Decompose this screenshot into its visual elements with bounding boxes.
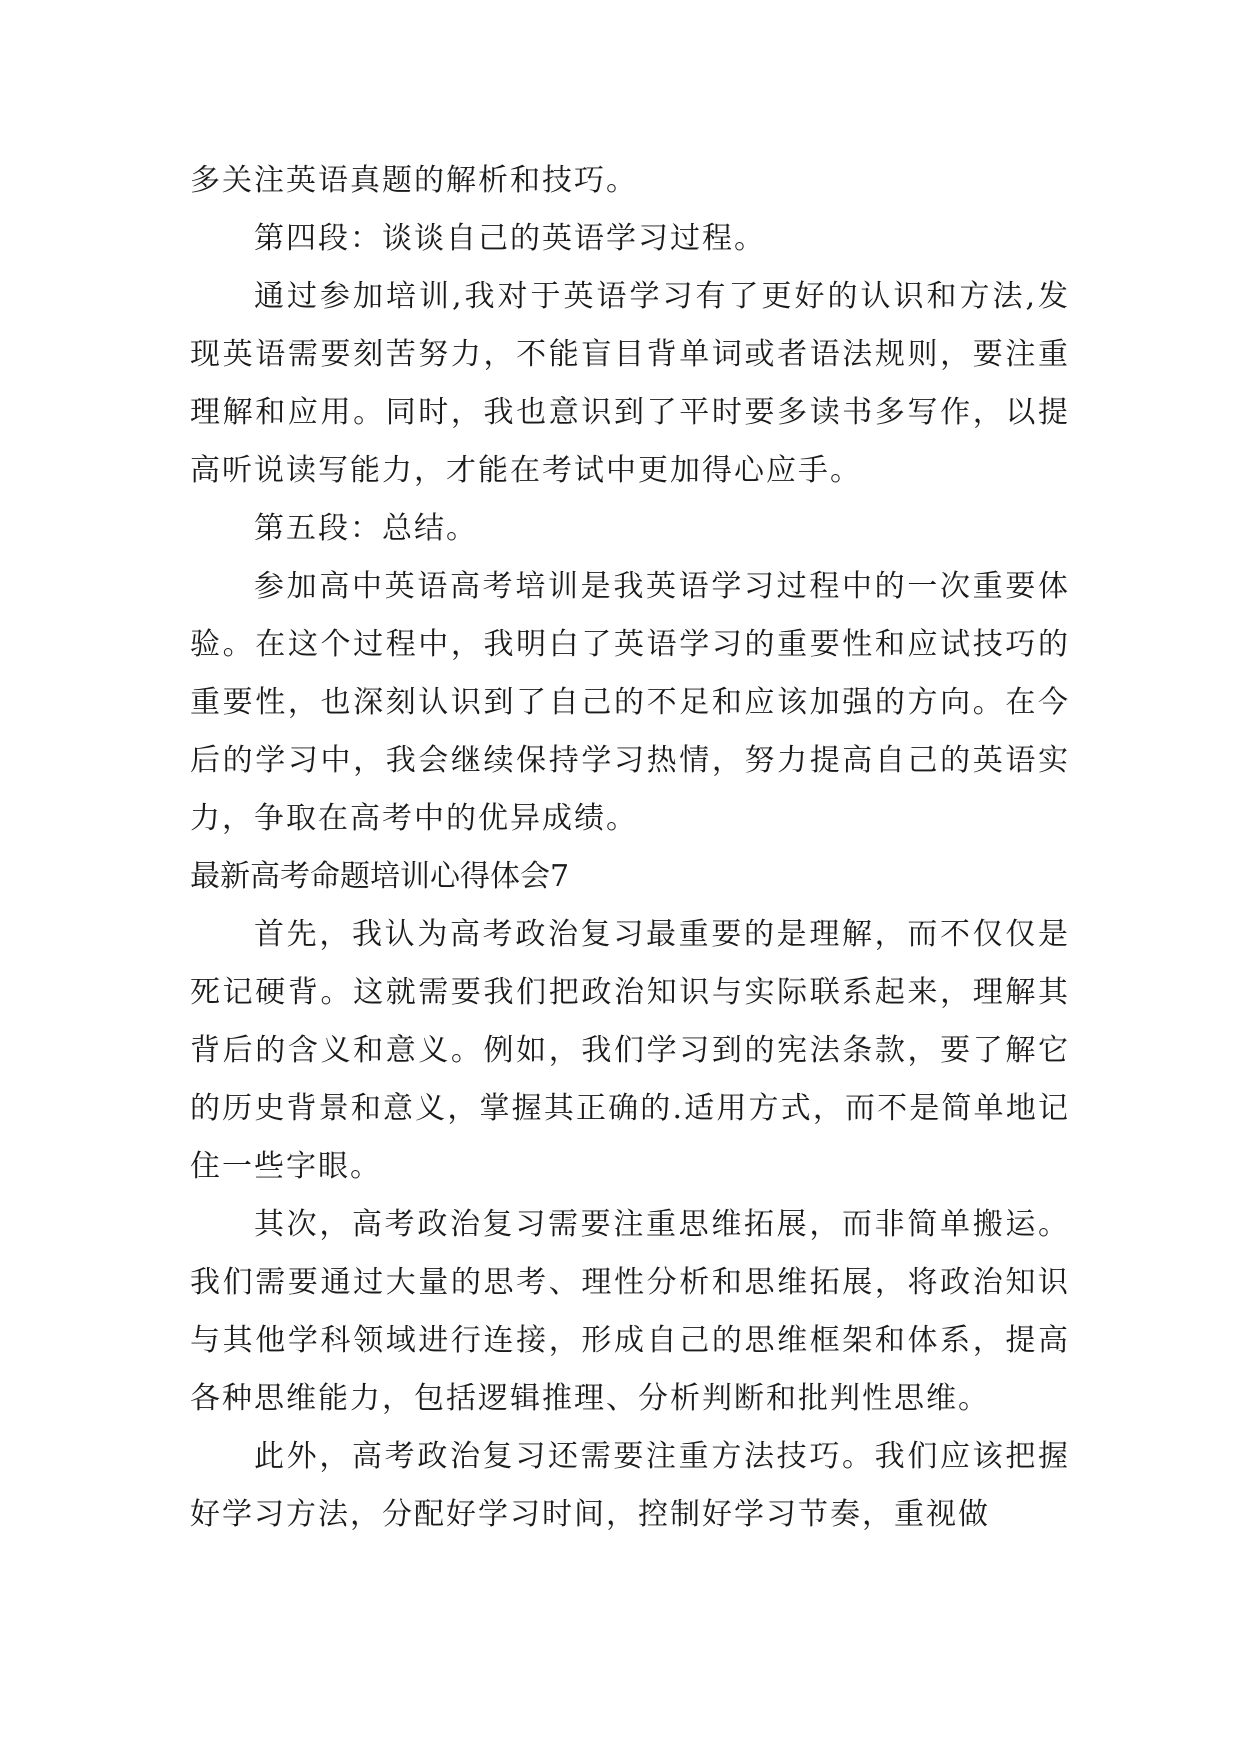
- paragraph-continuation: 多关注英语真题的解析和技巧。: [190, 163, 638, 198]
- paragraph-summary: 参加高中英语高考培训是我英语学习过程中的一次重要体验。在这个过程中，我明白了英语学习的重要性和应试技巧的重要性，也深刻认识到了自己的不足和应该加强的方向。在今后的学习中，我会继续保持学习热情，努力提高自己的英语实力，争取在高考中的优异成绩。: [190, 569, 1070, 836]
- paragraph-second-point: 其次，高考政治复习需要注重思维拓展，而非简单搬运。我们需要通过大量的思考、理性分析和思维拓展，将政治知识与其他学科领域进行连接，形成自己的思维框架和体系，提高各种思维能力，包括逻辑推理、分析判断和批判性思维。: [190, 1207, 1070, 1416]
- section-four-heading: 第四段：谈谈自己的英语学习过程。: [254, 221, 766, 256]
- section-five-heading: 第五段：总结。: [254, 511, 478, 546]
- paragraph-third-point: 此外，高考政治复习还需要注重方法技巧。我们应该把握好学习方法，分配好学习时间，控制好学习节奏，重视做: [190, 1439, 1070, 1532]
- paragraph-learning-process: 通过参加培训,我对于英语学习有了更好的认识和方法,发现英语需要刻苦努力，不能盲目背单词或者语法规则，要注重理解和应用。同时，我也意识到了平时要多读书多写作，以提高听说读写能力，才能在考试中更加得心应手。: [190, 279, 1070, 488]
- article-title-7: 最新高考命题培训心得体会7: [190, 859, 570, 894]
- paragraph-first-point: 首先，我认为高考政治复习最重要的是理解，而不仅仅是死记硬背。这就需要我们把政治知识与实际联系起来，理解其背后的含义和意义。例如，我们学习到的宪法条款，要了解它的历史背景和意义，掌握其正确的.适用方式，而不是简单地记住一些字眼。: [190, 917, 1070, 1184]
- document-body: [190, 152, 1070, 1544]
